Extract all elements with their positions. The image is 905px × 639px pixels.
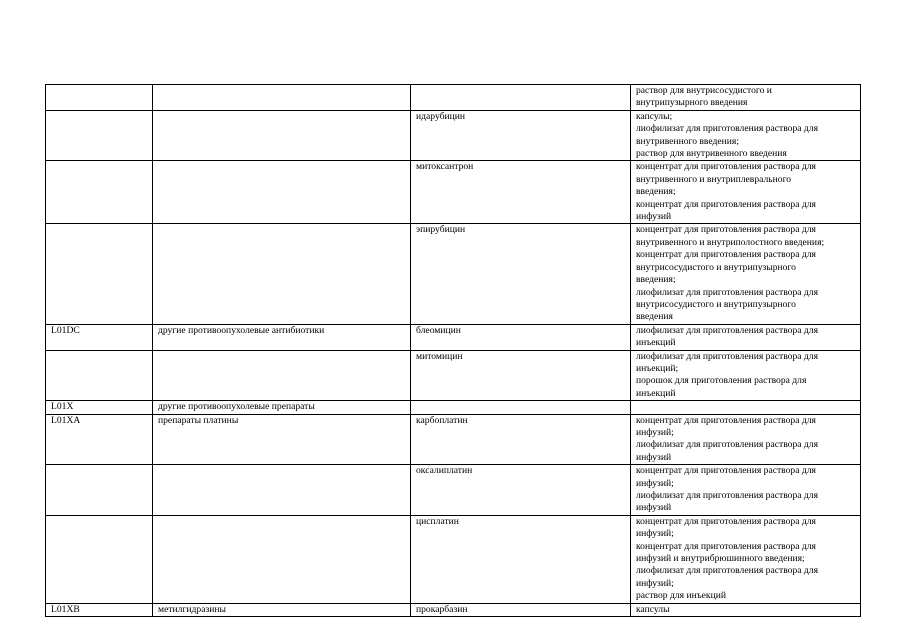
dosage-form-line: введения xyxy=(636,311,673,323)
dosage-forms-cell xyxy=(631,414,861,465)
atc-code-cell xyxy=(46,350,153,401)
drug-name-cell: карбоплатин xyxy=(411,414,631,465)
dosage-forms-cell xyxy=(631,224,861,324)
atc-group-cell: метилгидразины xyxy=(153,603,411,616)
drug-name-cell: оксалиплатин xyxy=(411,465,631,516)
dosage-form-line: введения; xyxy=(636,186,676,198)
atc-code-cell xyxy=(46,465,153,516)
dosage-form-line: концентрат для приготовления раствора для xyxy=(636,198,816,210)
dosage-form-line: раствор для внутрисосудистого и xyxy=(636,85,772,96)
drug-name-cell: прокарбазин xyxy=(411,603,631,616)
table-row xyxy=(46,603,861,616)
drug-name-cell: идарубицин xyxy=(411,110,631,161)
drug-name-cell: цисплатин xyxy=(411,515,631,603)
atc-group-cell: другие противоопухолевые препараты xyxy=(153,401,411,414)
atc-code-cell xyxy=(46,515,153,603)
drug-name-cell: эпирубицин xyxy=(411,224,631,324)
dosage-form-line: концентрат для приготовления раствора для xyxy=(636,161,816,173)
drug-list-table xyxy=(45,84,861,617)
table-row xyxy=(46,414,861,465)
dosage-form-line: инъекций; xyxy=(636,362,679,374)
atc-group-cell xyxy=(153,161,411,224)
dosage-form-line: раствор для инъекций xyxy=(636,590,726,602)
dosage-forms-cell xyxy=(631,515,861,603)
atc-group-cell xyxy=(153,85,411,111)
dosage-form-line: инъекций xyxy=(636,337,676,349)
atc-code-cell: L01XA xyxy=(46,414,153,465)
atc-code-cell: L01XB xyxy=(46,603,153,616)
dosage-form-line: лиофилизат для приготовления раствора для xyxy=(636,286,818,298)
table-body xyxy=(46,85,861,617)
dosage-form-line: внутрипузырного введения xyxy=(636,97,748,109)
dosage-form-line: лиофилизат для приготовления раствора для xyxy=(636,439,818,451)
dosage-form-line: инфузий и внутрибрюшинного введения; xyxy=(636,553,805,565)
dosage-form-line: внутривенного введения; xyxy=(636,135,740,147)
dosage-forms-cell xyxy=(631,85,861,111)
dosage-form-line: порошок для приготовления раствора для xyxy=(636,375,807,387)
dosage-form-line: лиофилизат для приготовления раствора для xyxy=(636,490,818,501)
dosage-form-line: лиофилизат для приготовления раствора для xyxy=(636,123,818,135)
dosage-forms-cell xyxy=(631,161,861,224)
dosage-form-line: инфузий; xyxy=(636,477,674,489)
atc-group-cell: другие противоопухолевые антибиотики xyxy=(153,324,411,350)
dosage-form-line: внутрисосудистого и внутрипузырного xyxy=(636,261,796,273)
dosage-form-line: внутривенного и внутриполостного введения; xyxy=(636,236,825,248)
dosage-form-line: инъекций xyxy=(636,387,676,399)
dosage-form-line: капсулы; xyxy=(636,110,673,122)
dosage-form-line: инфузий xyxy=(636,451,672,463)
dosage-form-line: капсулы xyxy=(636,603,670,615)
dosage-form-line: концентрат для приготовления раствора для xyxy=(636,465,816,477)
dosage-form-line: концентрат для приготовления раствора для xyxy=(636,224,816,236)
atc-group-cell xyxy=(153,110,411,161)
dosage-forms-cell xyxy=(631,603,861,616)
atc-code-cell xyxy=(46,85,153,111)
atc-code-cell xyxy=(46,224,153,324)
dosage-form-line: концентрат для приготовления раствора для xyxy=(636,249,816,261)
drug-name-cell xyxy=(411,85,631,111)
table-row xyxy=(46,350,861,401)
dosage-form-line: раствор для внутривенного введения xyxy=(636,148,787,160)
dosage-form-line: концентрат для приготовления раствора для xyxy=(636,414,816,426)
dosage-form-line: инфузий xyxy=(636,211,672,223)
drug-name-cell: блеомицин xyxy=(411,324,631,350)
dosage-form-line: лиофилизат для приготовления раствора для xyxy=(636,565,818,577)
atc-code-cell xyxy=(46,110,153,161)
dosage-forms-cell xyxy=(631,350,861,401)
dosage-form-line: инфузий; xyxy=(636,528,674,540)
drug-name-cell xyxy=(411,401,631,414)
dosage-forms-cell xyxy=(631,465,861,516)
atc-group-cell xyxy=(153,515,411,603)
table-row xyxy=(46,85,861,111)
table-row xyxy=(46,515,861,603)
table-row xyxy=(46,110,861,161)
atc-code-cell: L01X xyxy=(46,401,153,414)
dosage-form-line: лиофилизат для приготовления раствора для xyxy=(636,350,818,362)
dosage-forms-cell xyxy=(631,324,861,350)
dosage-form-line: лиофилизат для приготовления раствора для xyxy=(636,324,818,336)
table-row xyxy=(46,401,861,414)
drug-name-cell: митоксантрон xyxy=(411,161,631,224)
table-row xyxy=(46,465,861,516)
atc-group-cell xyxy=(153,224,411,324)
dosage-form-line: инфузий xyxy=(636,502,672,514)
dosage-form-line: инфузий; xyxy=(636,577,674,589)
dosage-forms-cell xyxy=(631,401,861,414)
atc-code-cell: L01DC xyxy=(46,324,153,350)
drug-name-cell: митомицин xyxy=(411,350,631,401)
dosage-form-line: внутрисосудистого и внутрипузырного xyxy=(636,298,796,310)
dosage-form-line: концентрат для приготовления раствора для xyxy=(636,515,816,527)
dosage-form-line: инфузий; xyxy=(636,426,674,438)
atc-group-cell xyxy=(153,465,411,516)
dosage-form-line: внутривенного и внутриплеврального xyxy=(636,173,792,185)
atc-group-cell: препараты платины xyxy=(153,414,411,465)
dosage-forms-cell xyxy=(631,110,861,161)
dosage-form-line: введения; xyxy=(636,274,676,286)
atc-group-cell xyxy=(153,350,411,401)
dosage-form-line: концентрат для приготовления раствора для xyxy=(636,540,816,552)
table-row xyxy=(46,324,861,350)
atc-code-cell xyxy=(46,161,153,224)
table-row xyxy=(46,224,861,324)
table-row xyxy=(46,161,861,224)
